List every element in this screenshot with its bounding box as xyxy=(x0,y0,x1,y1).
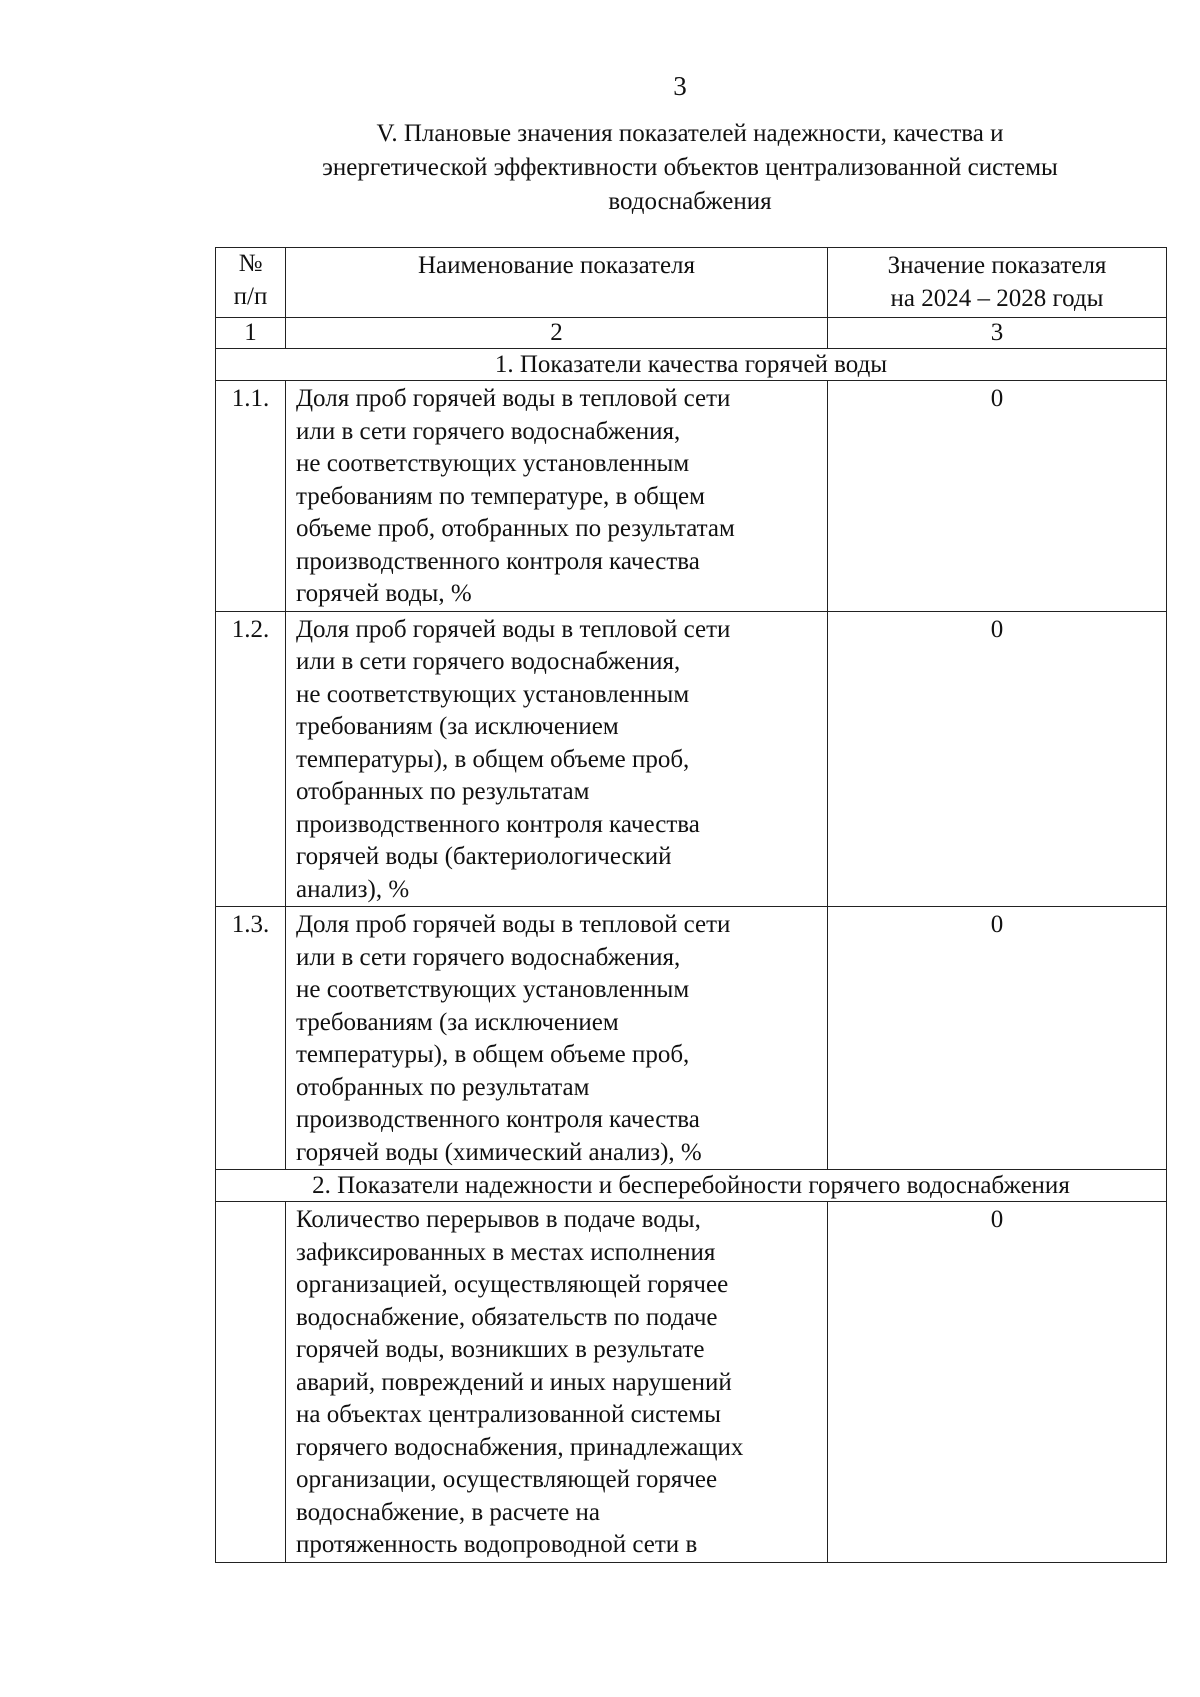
section-heading-row xyxy=(216,349,1167,381)
row-number: 1.3. xyxy=(216,907,286,1170)
table-row xyxy=(216,907,1167,1170)
row-name xyxy=(286,611,828,907)
row-name-line: температуры), в общем объеме проб, xyxy=(296,1041,690,1068)
section-title-line: энергетической эффективности объектов централизованной системы xyxy=(322,154,1058,181)
row-number: 1.2. xyxy=(216,611,286,907)
row-name-line: Количество перерывов в подаче воды, xyxy=(296,1206,701,1233)
section-title-line: V. Плановые значения показателей надежности, качества и xyxy=(376,120,1004,147)
row-name-line: организации, осуществляющей горячее xyxy=(296,1466,718,1493)
table-row xyxy=(216,381,1167,612)
header-value-line: Значение показателя xyxy=(887,252,1107,279)
table-row xyxy=(216,1202,1167,1563)
row-name-line: не соответствующих установленным xyxy=(296,450,690,477)
row-name-line: Доля проб горячей воды в тепловой сети xyxy=(296,615,731,643)
row-name-line: производственного контроля качества xyxy=(296,1106,700,1133)
section-title-line: водоснабжения xyxy=(608,188,772,215)
row-name-line: аварий, повреждений и иных нарушений xyxy=(296,1368,732,1396)
section-title xyxy=(240,117,1140,219)
row-name xyxy=(286,1202,828,1563)
row-name-line: зафиксированных в местах исполнения xyxy=(296,1238,716,1266)
row-number xyxy=(216,1202,286,1563)
header-name: Наименование показателя xyxy=(286,248,828,318)
row-name-line: отобранных по результатам xyxy=(296,1073,590,1101)
row-name-line: горячей воды (бактериологический xyxy=(296,843,672,870)
row-name-line: на объектах централизованной системы xyxy=(296,1401,721,1428)
header-value xyxy=(828,248,1167,318)
table-header-row xyxy=(216,248,1167,318)
row-name-line: протяженность водопроводной сети в xyxy=(296,1531,698,1558)
section-heading-row xyxy=(216,1170,1167,1202)
row-name-line: организацией, осуществляющей горячее xyxy=(296,1271,729,1298)
row-value: 0 xyxy=(828,381,1167,612)
row-name-line: производственного контроля качества xyxy=(296,547,700,575)
row-name-line: производственного контроля качества xyxy=(296,810,700,838)
row-name-line: водоснабжение, обязательств по подаче xyxy=(296,1303,718,1331)
table-row xyxy=(216,611,1167,907)
row-number: 1.1. xyxy=(216,381,286,612)
row-name-line: Доля проб горячей воды в тепловой сети xyxy=(296,911,731,938)
column-index: 1 xyxy=(216,318,286,349)
page-number: 3 xyxy=(673,71,687,101)
row-name-line: требованиям (за исключением xyxy=(296,713,619,740)
row-name-line: температуры), в общем объеме проб, xyxy=(296,745,690,773)
section-heading: 2. Показатели надежности и бесперебойности горячего водоснабжения xyxy=(216,1170,1167,1202)
row-name-line: горячей воды (химический анализ), % xyxy=(296,1138,702,1166)
row-name-line: объеме проб, отобранных по результатам xyxy=(296,515,735,542)
row-name-line: не соответствующих установленным xyxy=(296,976,690,1003)
indicators-table xyxy=(215,247,1167,1563)
row-name-line: горячего водоснабжения, принадлежащих xyxy=(296,1433,744,1461)
row-name-line: требованиям по температуре, в общем xyxy=(296,482,705,510)
row-name-line: горячей воды, возникших в результате xyxy=(296,1336,705,1363)
row-value: 0 xyxy=(828,1202,1167,1563)
row-name-line: или в сети горячего водоснабжения, xyxy=(296,417,681,445)
row-value: 0 xyxy=(828,611,1167,907)
row-name-line: требованиям (за исключением xyxy=(296,1008,619,1036)
row-name-line: анализ), % xyxy=(296,875,410,903)
header-num-line: п/п xyxy=(233,282,268,310)
header-value-line: на 2024 – 2028 годы xyxy=(890,284,1104,312)
row-name-line: не соответствующих установленным xyxy=(296,680,690,708)
column-index: 3 xyxy=(828,318,1167,349)
column-index: 2 xyxy=(286,318,828,349)
row-name-line: или в сети горячего водоснабжения, xyxy=(296,648,681,675)
header-num xyxy=(216,248,286,318)
row-name-line: или в сети горячего водоснабжения, xyxy=(296,943,681,971)
row-name-line: горячей воды, % xyxy=(296,580,472,607)
row-name-line: Доля проб горячей воды в тепловой сети xyxy=(296,385,731,412)
header-num-line: № xyxy=(238,250,263,277)
row-name xyxy=(286,907,828,1170)
row-value: 0 xyxy=(828,907,1167,1170)
row-name-line: водоснабжение, в расчете на xyxy=(296,1498,600,1526)
column-index-row xyxy=(216,318,1167,349)
row-name xyxy=(286,381,828,612)
section-heading: 1. Показатели качества горячей воды xyxy=(216,349,1167,381)
row-name-line: отобранных по результатам xyxy=(296,778,590,805)
